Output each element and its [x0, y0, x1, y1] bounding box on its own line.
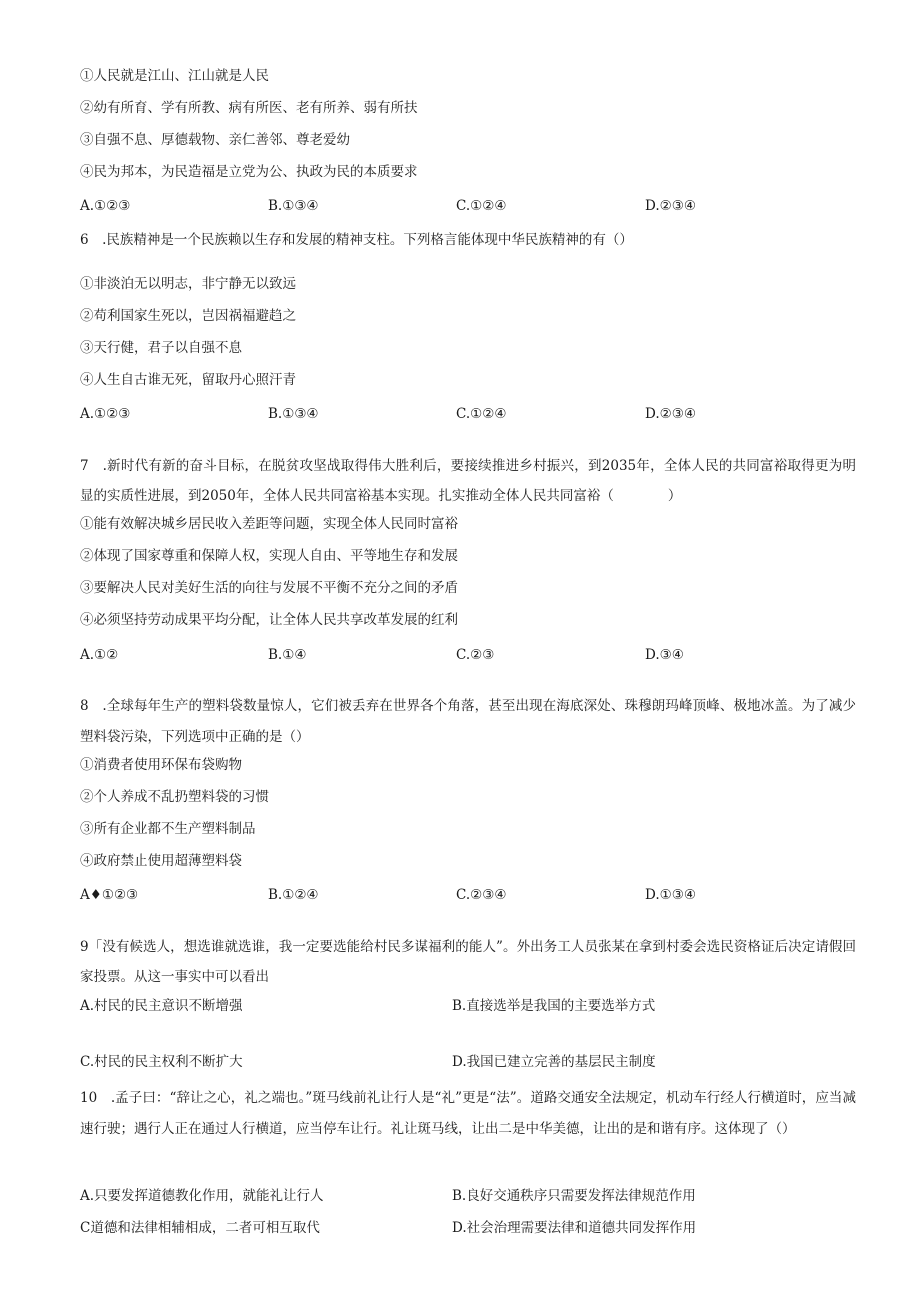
q9-stem: 9「没有候选人，想选谁就选谁，我一定要选能给村民多谋福利的能人”。外出务工人员张某在拿到村委会选民资格证后决定请假回家投票。从这一事实中可以看出: [80, 939, 856, 985]
q5-option-a[interactable]: A.①②③: [80, 198, 131, 214]
q9-option-a[interactable]: A.村民的民主意识不断增强: [80, 998, 243, 1014]
q10-option-c[interactable]: C道德和法律相辅相成，二者可相互取代: [80, 1220, 320, 1236]
q8-option-d[interactable]: D.①③④: [645, 887, 696, 903]
q7-options: [80, 645, 840, 665]
q10-option-a[interactable]: A.只要发挥道德教化作用，就能礼让行人: [80, 1188, 324, 1204]
q8-item-1: ①消费者使用环保布袋购物: [80, 757, 242, 773]
q10-options-row-1: [80, 1186, 840, 1206]
q8-options: [80, 885, 840, 905]
q6-option-a[interactable]: A.①②③: [80, 406, 131, 422]
q6-options: [80, 404, 840, 424]
q5-option-d[interactable]: D.②③④: [645, 198, 696, 214]
q5-options: [80, 196, 840, 216]
q10-option-b[interactable]: B.良好交通秩序只需要发挥法律规范作用: [452, 1188, 696, 1204]
q7-item-1: ①能有效解决城乡居民收入差距等问题，实现全体人民同时富裕: [80, 516, 458, 532]
q5-item-2: ②幼有所育、学有所教、病有所医、老有所养、弱有所扶: [80, 100, 418, 116]
q8-option-b[interactable]: B.①②④: [268, 887, 319, 903]
q8-option-a[interactable]: A♦①②③: [80, 887, 139, 903]
q5-option-c[interactable]: C.①②④: [456, 198, 507, 214]
q6-item-4: ④人生自古谁无死，留取丹心照汗青: [80, 372, 296, 388]
q5-item-4: ④民为邦本，为民造福是立党为公、执政为民的本质要求: [80, 164, 418, 180]
q6-option-b[interactable]: B.①③④: [268, 406, 319, 422]
q7-option-a[interactable]: A.①②: [80, 647, 119, 663]
q7-item-2: ②体现了国家尊重和保障人权，实现人自由、平等地生存和发展: [80, 548, 458, 564]
q7-item-3: ③要解决人民对美好生活的向往与发展不平衡不充分之间的矛盾: [80, 580, 458, 596]
q6-stem: 6 .民族精神是一个民族赖以生存和发展的精神支柱。下列格言能体现中华民族精神的有（）: [80, 232, 633, 248]
q6-item-3: ③天行健，君子以自强不息: [80, 340, 242, 356]
q6-option-c[interactable]: C.①②④: [456, 406, 507, 422]
q9-option-b[interactable]: B.直接选举是我国的主要选举方式: [452, 998, 656, 1014]
q10-options-row-2: [80, 1218, 840, 1238]
q8-item-4: ④政府禁止使用超薄塑料袋: [80, 853, 242, 869]
q7-option-d[interactable]: D.③④: [645, 647, 684, 663]
q10-stem: 10 .孟子曰：“辞让之心，礼之端也。”斑马线前礼让行人是“礼”更是“法”。道路交通安全法规定，机动车行经人行横道时，应当减速行驶；遇行人正在通过人行横道，应当停车让行。礼让斑马线，让出二是中华美德，让出的是和谐有序。这体现了（）: [80, 1090, 856, 1137]
q7-option-b[interactable]: B.①④: [268, 647, 307, 663]
q7-option-c[interactable]: C.②③: [456, 647, 495, 663]
q8-option-c[interactable]: C.②③④: [456, 887, 507, 903]
q9-option-c[interactable]: C.村民的民主权利不断扩大: [80, 1054, 243, 1070]
q6-item-1: ①非淡泊无以明志，非宁静无以致远: [80, 276, 296, 292]
q5-option-b[interactable]: B.①③④: [268, 198, 319, 214]
q8-item-3: ③所有企业都不生产塑料制品: [80, 821, 256, 837]
q9-options-row-2: [80, 1052, 840, 1072]
q6-item-2: ②苟利国家生死以，岂因祸福避趋之: [80, 308, 296, 324]
q9-options-row-1: [80, 996, 840, 1016]
q10-option-d[interactable]: D.社会治理需要法律和道德共同发挥作用: [452, 1220, 697, 1236]
q5-item-3: ③自强不息、厚德载物、亲仁善邻、尊老爱幼: [80, 132, 350, 148]
q8-item-2: ②个人养成不乱扔塑料袋的习惯: [80, 789, 269, 805]
q9-option-d[interactable]: D.我国已建立完善的基层民主制度: [452, 1054, 656, 1070]
q6-option-d[interactable]: D.②③④: [645, 406, 696, 422]
q5-item-1: ①人民就是江山、江山就是人民: [80, 68, 269, 84]
q7-item-4: ④必须坚持劳动成果平均分配，让全体人民共享改革发展的红利: [80, 612, 458, 628]
q8-stem: 8 .全球每年生产的塑料袋数量惊人，它们被丢弃在世界各个角落，甚至出现在海底深处、珠穆朗玛峰顶峰、极地冰盖。为了减少塑料袋污染，下列选项中正确的是（）: [80, 698, 856, 745]
q7-stem: 7 .新时代有新的奋斗目标，在脱贫攻坚战取得伟大胜利后，要接续推进乡村振兴，到2035年，全体人民的共同富裕取得更为明显的实质性进展，到2050年，全体人民共同富裕基本实现。扎实推动全体人民共同富裕（ ）: [80, 458, 856, 504]
